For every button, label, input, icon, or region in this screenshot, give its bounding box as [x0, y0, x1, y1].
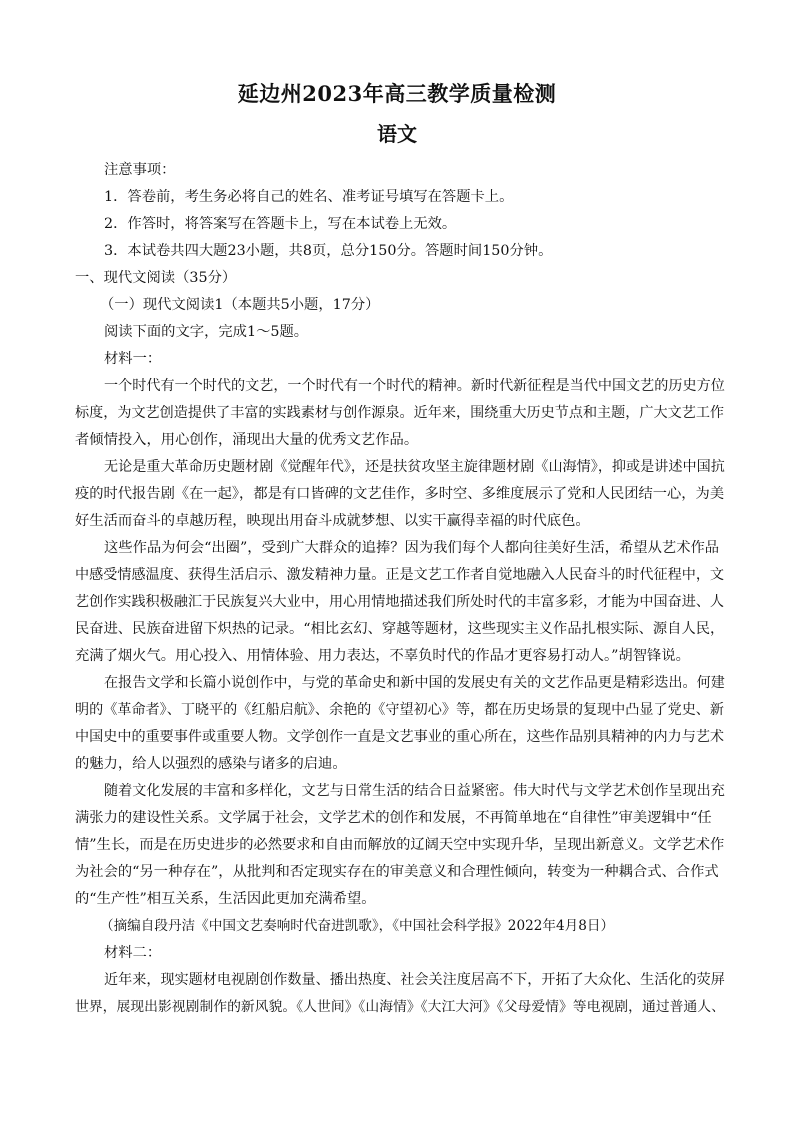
paragraph-line: 中国史中的重要事件或重要人物。文学创作一直是文艺事业的重心所在，这些作品别具精神的内力与艺术: [75, 729, 725, 745]
instruction-text: 阅读下面的文字，完成1～5题。: [104, 324, 309, 340]
paragraph-line: 民奋进、民族奋进留下炽热的记录。“相比玄幻、穿越等题材，这些现实主义作品扎根实际、源自人民，: [75, 621, 725, 637]
paragraph-line: 疫的时代报告剧《在一起》，都是有口皆碑的文艺佳作，多时空、多维度展示了党和人民团结一心，为美: [75, 486, 725, 502]
section-heading: 一、现代文阅读（35分）: [75, 270, 237, 286]
paragraph-line: 明的《革命者》、丁晓平的《红船启航》、余艳的《守望初心》等，都在历史场景的复现中凸显了党史、新: [75, 702, 725, 718]
paragraph-line: 充满了烟火气。用心投入、用情体验、用力表达，不辜负时代的作品才更容易打动人。”胡智锋说。: [75, 648, 690, 664]
paragraph-line: 者倾情投入，用心创作，涌现出大量的优秀文艺作品。: [75, 432, 419, 448]
paragraph-line: 好生活而奋斗的卓越历程，映现出用奋斗成就梦想、以实干赢得幸福的时代底色。: [75, 513, 590, 529]
subsection-heading: （一）现代文阅读1（本题共5小题，17分）: [100, 297, 380, 313]
notice-item: 3．本试卷共四大题23小题，共8页，总分150分。答题时间150分钟。: [104, 243, 553, 259]
exam-title: 延边州2023年高三教学质量检测: [237, 81, 557, 106]
paragraph-line: 为社会的“另一种存在”，从批判和否定现实存在的审美意义和合理性倾向，转变为一种耦合式、合作式: [75, 864, 719, 880]
material-label: 材料一：: [104, 351, 162, 367]
paragraph-line: 这些作品为何会“出圈”，受到广大群众的追捧？因为我们每个人都向往美好生活，希望从艺术作品: [104, 540, 720, 556]
paragraph-line: 情”生长，而是在历史进步的必然要求和自由而解放的辽阔天空中实现升华，呈现出新意义。文学艺术作: [75, 837, 725, 853]
paragraph-line: 的“生产性”相互关系，生活因此更加充满希望。: [75, 891, 376, 907]
paragraph-line: 在报告文学和长篇小说创作中，与党的革命史和新中国的发展史有关的文艺作品更是精彩迭出。何建: [104, 675, 725, 691]
source-citation: （摘编自段丹洁《中国文艺奏响时代奋进凯歌》，《中国社会科学报》2022年4月8日）: [100, 918, 615, 934]
paragraph-line: 世界，展现出影视剧制作的新风貌。《人世间》《山海情》《大江大河》《父母爱情》等电视剧，通过普通人、: [75, 999, 725, 1015]
material-label: 材料二：: [104, 945, 162, 961]
notice-heading: 注意事项：: [104, 162, 176, 178]
paragraph-line: 的魅力，给人以强烈的感染与诸多的启迪。: [75, 756, 347, 772]
paragraph-line: 一个时代有一个时代的文艺，一个时代有一个时代的精神。新时代新征程是当代中国文艺的历史方位: [104, 378, 725, 394]
paragraph-line: 标度，为文艺创造提供了丰富的实践素材与创作源泉。近年来，围绕重大历史节点和主题，广大文艺工作: [75, 405, 725, 421]
paragraph-line: 无论是重大革命历史题材剧《觉醒年代》，还是扶贫攻坚主旋律题材剧《山海情》，抑或是讲述中国抗: [104, 459, 725, 475]
paragraph-line: 艺创作实践积极融汇于民族复兴大业中，用心用情地描述我们所处时代的丰富多彩，才能为中国奋进、人: [75, 594, 725, 610]
paragraph-line: 中感受情感温度、获得生活启示、激发精神力量。正是文艺工作者自觉地融入人民奋斗的时代征程中，文: [75, 567, 725, 583]
subject-title: 语文: [377, 122, 417, 146]
paragraph-line: 近年来，现实题材电视剧创作数量、播出热度、社会关注度居高不下，开拓了大众化、生活化的荧屏: [104, 972, 725, 988]
notice-item: 2．作答时，将答案写在答题卡上，写在本试卷上无效。: [104, 216, 457, 232]
paragraph-line: 满张力的建设性关系。文学属于社会，文学艺术的创作和发展，不再简单地在“自律性”审美逻辑中“任: [75, 810, 712, 826]
paragraph-line: 随着文化发展的丰富和多样化，文艺与日常生活的结合日益紧密。伟大时代与文学艺术创作呈现出充: [104, 783, 725, 799]
notice-item: 1．答卷前，考生务必将自己的姓名、准考证号填写在答题卡上。: [104, 189, 514, 205]
